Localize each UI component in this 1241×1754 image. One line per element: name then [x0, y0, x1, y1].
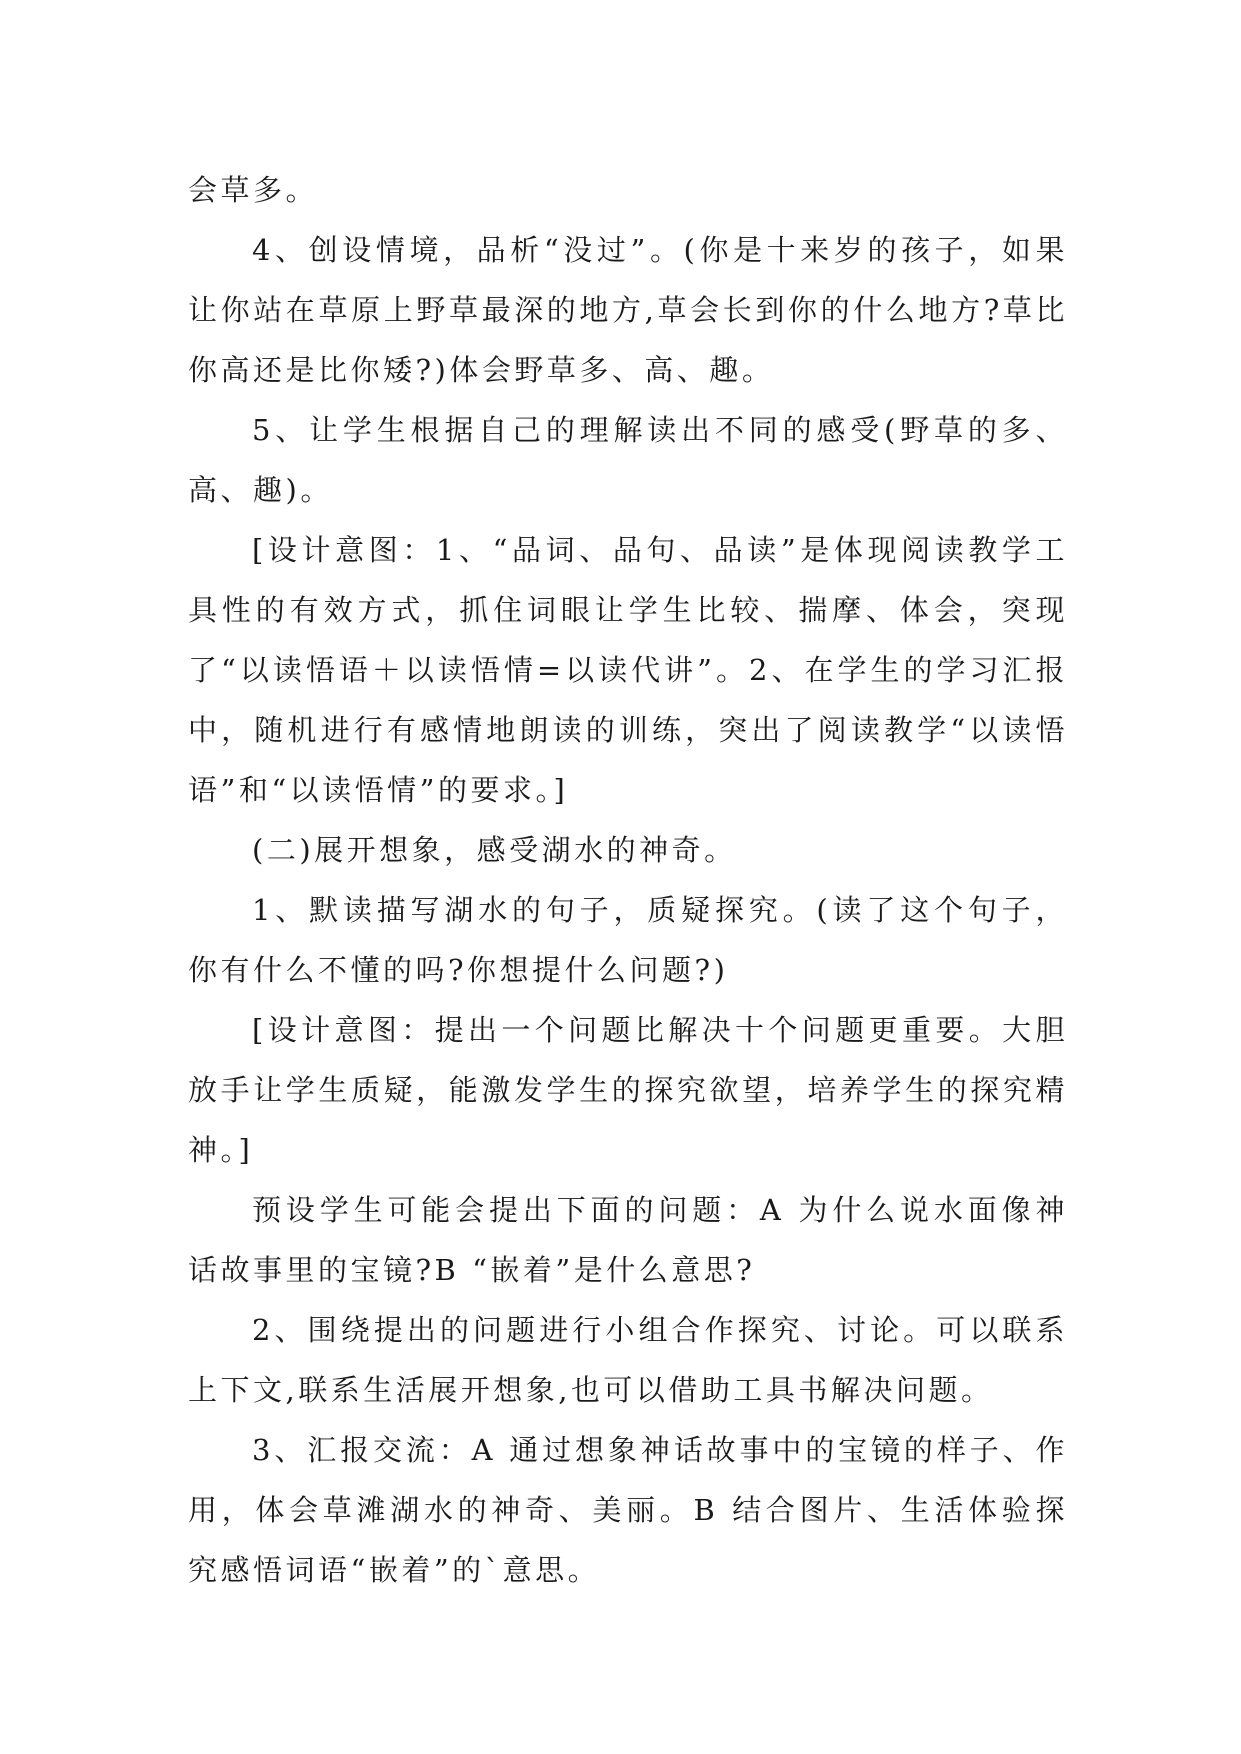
paragraph-step-5: 5、让学生根据自己的理解读出不同的感受(野草的多、高、趣)。 — [188, 413, 1068, 507]
paragraph-step-3: 3、汇报交流：A 通过想象神话故事中的宝镜的样子、作用，体会草滩湖水的神奇、美丽。B 结合图片、生活体验探究感悟词语“嵌着”的`意思。 — [188, 1433, 1068, 1587]
body-text — [188, 160, 1068, 1600]
paragraph-preset-questions: 预设学生可能会提出下面的问题：A 为什么说水面像神话故事里的宝镜?B “嵌着”是什么意思? — [188, 1193, 1068, 1287]
paragraph-step-1: 1、默读描写湖水的句子，质疑探究。(读了这个句子，你有什么不懂的吗?你想提什么问题?) — [188, 893, 1068, 987]
paragraph-continuation: 会草多。 — [188, 173, 319, 207]
paragraph-step-4: 4、创设情境，品析“没过”。(你是十来岁的孩子，如果让你站在草原上野草最深的地方,草会长到你的什么地方?草比你高还是比你矮?)体会野草多、高、趣。 — [188, 233, 1068, 387]
section-heading-2: (二)展开想象，感受湖水的神奇。 — [252, 833, 737, 867]
paragraph-design-intent-1: [设计意图：1、“品词、品句、品读”是体现阅读教学工具性的有效方式，抓住词眼让学生比较、揣摩、体会，突现了“以读悟语＋以读悟情=以读代讲”。2、在学生的学习汇报中，随机进行有感情地朗读的训练，突出了阅读教学“以读悟语”和“以读悟情”的要求。] — [188, 533, 1068, 807]
paragraph-step-2: 2、围绕提出的问题进行小组合作探究、讨论。可以联系上下文,联系生活展开想象,也可以借助工具书解决问题。 — [188, 1313, 1068, 1407]
paragraph-design-intent-2: [设计意图：提出一个问题比解决十个问题更重要。大胆放手让学生质疑，能激发学生的探究欲望，培养学生的探究精神。] — [188, 1013, 1068, 1167]
